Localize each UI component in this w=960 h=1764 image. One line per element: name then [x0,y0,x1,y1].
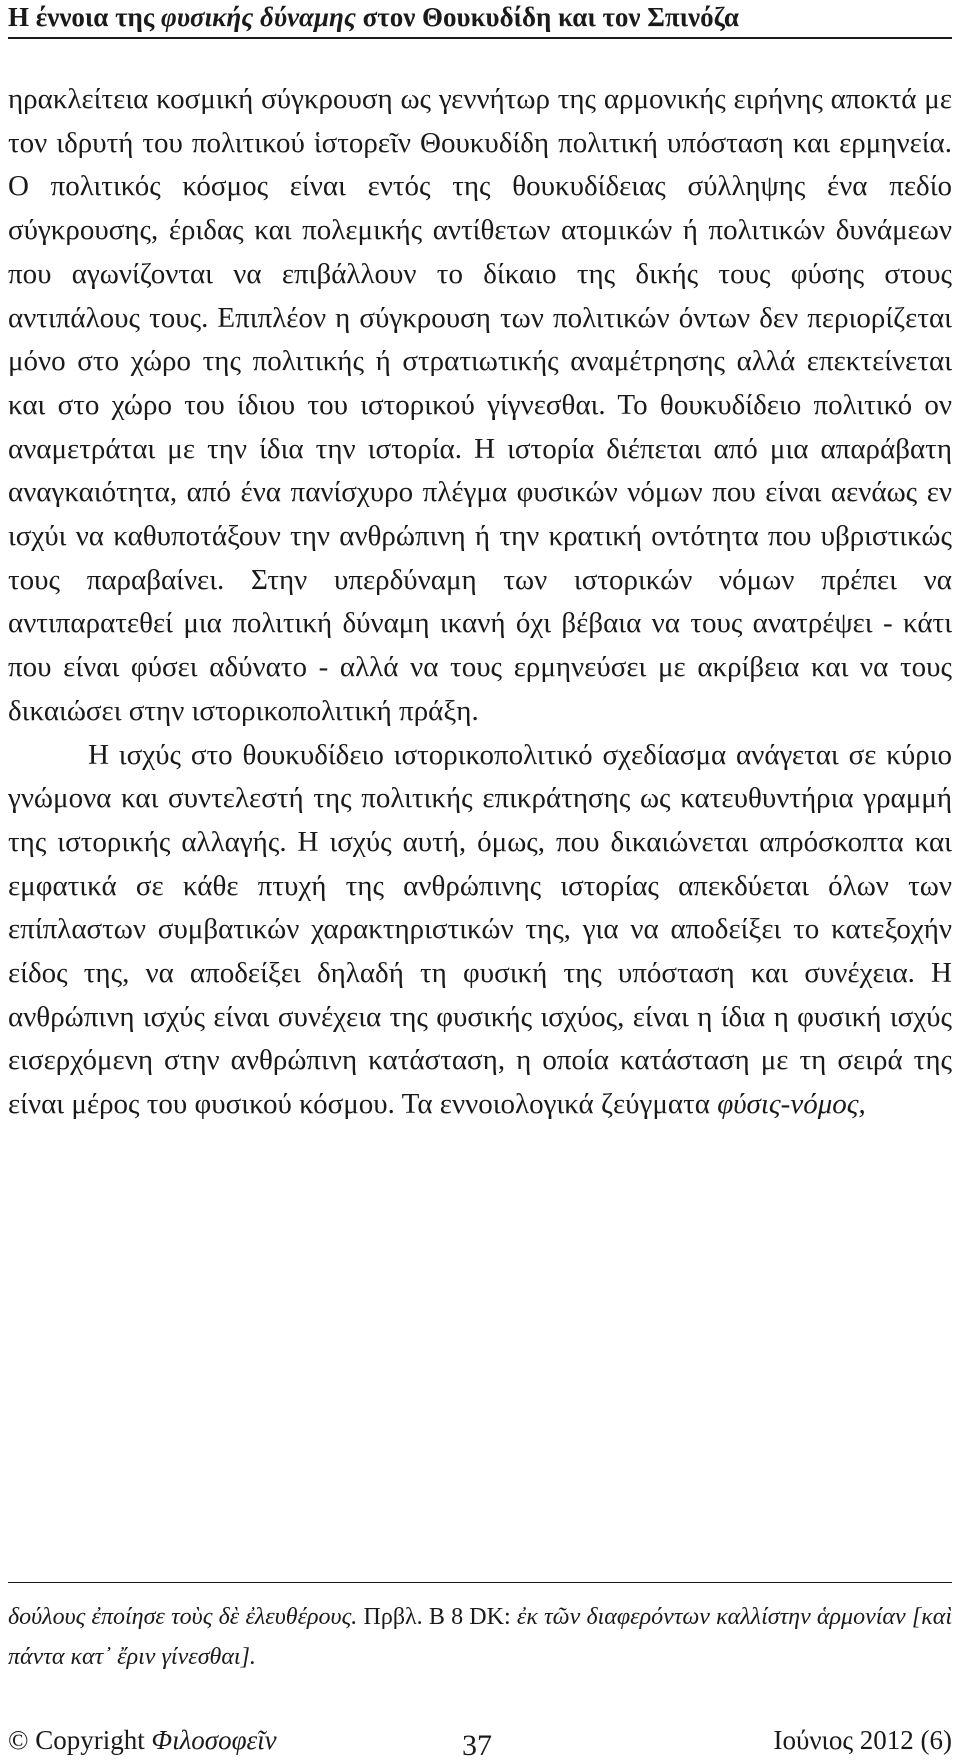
main-text [8,78,952,1127]
footnote-reference: Πρβλ. Β 8 DK: [357,1604,517,1630]
running-head-pre: Η έννοια της [8,2,162,32]
footnote [8,1597,952,1677]
running-head [8,0,952,39]
running-head-italic: φυσικής δύναμης [161,2,356,32]
paragraph-2-italic-term: φύσις-νόμος, [717,1088,866,1121]
page-footer [8,1722,952,1762]
paragraph-2-text: Η ισχύς στο θουκυδίδειο ιστορικοπολιτικό σχεδίασμα ανάγεται σε κύριο γνώμονα και συντελεστή της πολιτικής επικράτησης ως κατευθυντήρια γραμμή της ιστορικής αλλαγής. Η ισχύς αυτή, όμως, που δικαιώνεται απρόσκοπτα και εμφατικά σε κάθε πτυχή της ανθρώπινης ιστορίας απεκδύεται όλων των επίπλαστων συμβατικών χαρακτηριστικών της, για να αποδείξει το κατεξοχήν είδος της, να αποδείξει δηλαδή τη φυσική της υπόσταση και συνέχεια. Η ανθρώπινη ισχύς είναι συνέχεια της φυσικής ισχύος, είναι η ίδια η φυσική ισχύς εισερχόμενη στην ανθρώπινη κατάσταση, η οποία κατάσταση με τη σειρά της είναι μέρος του φυσικού κόσμου. Τα εννοιολογικά ζεύγματα [8,738,952,1121]
paragraph-2 [8,734,952,1127]
running-head-post: στον Θουκυδίδη και τον Σπινόζα [355,2,739,32]
copyright-notice [8,1722,277,1758]
journal-name: Φιλοσοφεῖν [151,1725,277,1755]
paragraph-1: ηρακλείτεια κοσμική σύγκρουση ως γεννήτωρ της αρμονικής ειρήνης αποκτά με τον ιδρυτή του πολιτικού ἱστορεῖν Θουκυδίδη πολιτική υπόσταση και ερμηνεία. Ο πολιτικός κόσμος είναι εντός της θουκυδίδειας σύλληψης ένα πεδίο σύγκρουσης, έριδας και πολεμικής αντίθετων ατομικών ή πολιτικών δυνάμεων που αγωνίζονται να επιβάλλουν το δίκαιο της δικής τους φύσης στους αντιπάλους τους. Επιπλέον η σύγκρουση των πολιτικών όντων δεν περιορίζεται μόνο στο χώρο της πολιτικής ή στρατιωτικής αναμέτρησης αλλά επεκτείνεται και στο χώρο του ίδιου του ιστορικού γίγνεσθαι. Το θουκυδίδειο πολιτικό ον αναμετράται με την ίδια την ιστορία. Η ιστορία διέπεται από μια απαράβατη αναγκαιότητα, από ένα πανίσχυρο πλέγμα φυσικών νόμων που είναι αενάως εν ισχύι να καθυποτάξουν την ανθρώπινη ή την κρατική οντότητα που υβριστικώς τους παραβαίνει. Στην υπερδύναμη των ιστορικών νόμων πρέπει να αντιπαρατεθεί μια πολιτική δύναμη ικανή όχι βέβαια να τους ανατρέψει - κάτι που είναι φύσει αδύνατο - αλλά να τους ερμηνεύσει με ακρίβεια και να τους δικαιώσει στην ιστορικοπολιτική πράξη. [8,83,952,727]
footnote-divider [8,1582,952,1583]
footnote-quote-1: δούλους ἐποίησε τοὺς δὲ ἐλευθέρους. [8,1604,358,1630]
issue-date: Ιούνιος 2012 (6) [773,1725,952,1755]
footnote-quote-2: ἐκ τῶν διαφερόντων καλλίστην ἁρμονίαν [καὶ πάντα κατ᾽ ἔριν γίνεσθαι]. [8,1604,953,1670]
copyright-text: © Copyright [8,1725,152,1755]
page-number: 37 [462,1729,492,1762]
